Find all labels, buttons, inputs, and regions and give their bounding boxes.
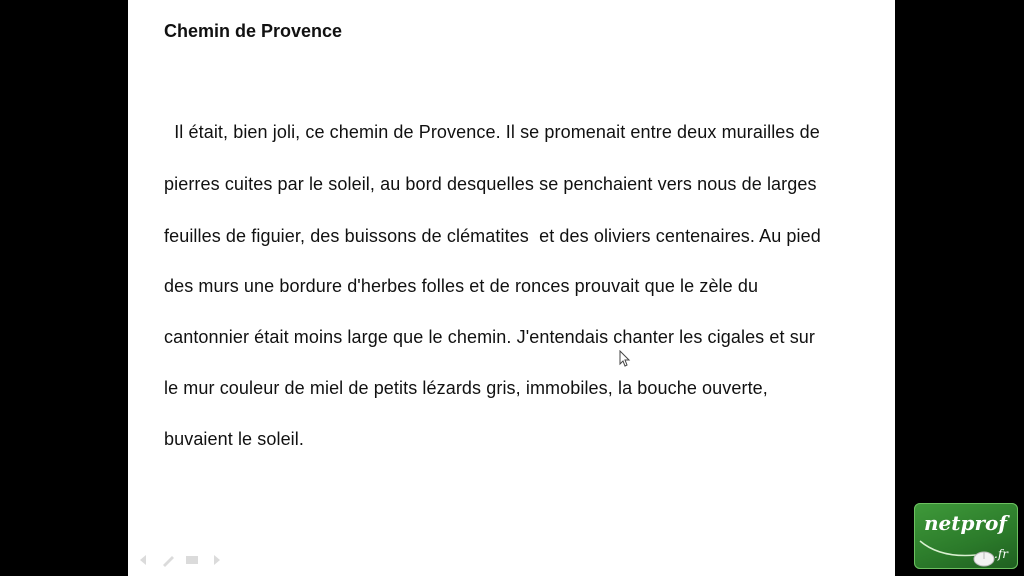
menu-icon[interactable] xyxy=(184,553,200,567)
text-line: des murs une bordure d'herbes folles et de ronces prouvait que le zèle du xyxy=(164,276,759,296)
arrow-right-icon[interactable] xyxy=(208,553,224,567)
document-page xyxy=(128,0,895,576)
pen-icon[interactable] xyxy=(160,553,176,567)
netprof-logo xyxy=(914,503,1018,569)
arrow-left-icon[interactable] xyxy=(136,553,152,567)
text-line: Il était, bien joli, ce chemin de Provence. Il se promenait entre deux murailles de xyxy=(164,122,820,142)
mouse-pointer-icon xyxy=(619,350,631,368)
logo-name: netprof xyxy=(924,511,1007,535)
text-line: cantonnier était moins large que le chemin. J'entendais chanter les cigales et sur xyxy=(164,327,815,347)
text-line: le mur couleur de miel de petits lézards gris, immobiles, la bouche ouverte, xyxy=(164,378,768,398)
text-line: pierres cuites par le soleil, au bord desquelles se penchaient vers nous de larges xyxy=(164,174,817,194)
page-title: Chemin de Provence xyxy=(164,21,343,41)
text-line: buvaient le soleil. xyxy=(164,429,304,449)
text-line: feuilles de figuier, des buissons de clématites et des oliviers centenaires. Au pied xyxy=(164,226,821,246)
logo-tld: .fr xyxy=(994,547,1008,561)
slide-navigation xyxy=(136,553,224,567)
